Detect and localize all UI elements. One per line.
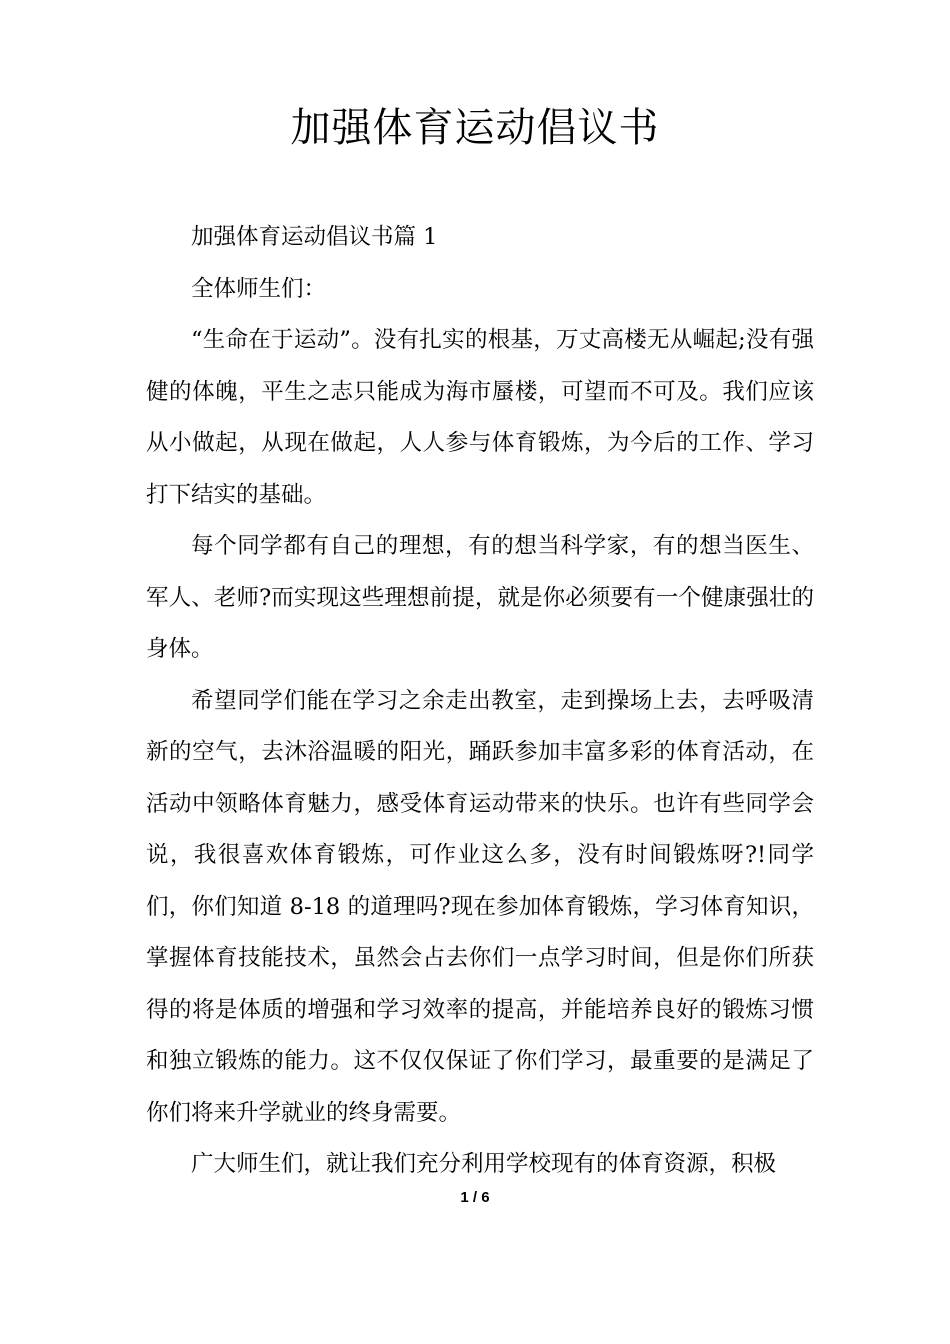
document-title: 加强体育运动倡议书 [290, 105, 660, 151]
paragraph-3: 希望同学们能在学习之余走出教室，走到操场上去，去呼吸清新的空气，去沐浴温暖的阳光，踊跃参加丰富多彩的体育活动，在活动中领略体育魅力，感受体育运动带来的快乐。也许有些同学会说，我很喜欢体育锻炼，可作业这么多，没有时间锻炼呀?!同学们，你们知道 8-18 的道理吗?现在参加体育锻炼，学习体育知识，掌握体育技能技术，虽然会占去你们一点学习时间，但是你们所获得的将是体质的增强和学习效率的提高，并能培养良好的锻炼习惯和独立锻炼的能力。这不仅仅保证了你们学习，最重要的是满足了你们将来升学就业的终身需要。 [146, 687, 814, 1126]
page-number: 1 / 6 [460, 1189, 490, 1206]
paragraph-1: “生命在于运动”。没有扎实的根基，万丈高楼无从崛起;没有强健的体魄，平生之志只能成为海市蜃楼，可望而不可及。我们应该从小做起，从现在做起，人人参与体育锻炼，为今后的工作、学习打下结实的基础。 [146, 327, 814, 508]
paragraph-2: 每个同学都有自己的理想，有的想当科学家，有的想当医生、军人、老师?而实现这些理想前提，就是你必须要有一个健康强壮的身体。 [146, 533, 814, 662]
section-heading: 加强体育运动倡议书篇 1 [191, 224, 438, 250]
salutation: 全体师生们： [191, 275, 327, 302]
paragraph-4: 广大师生们，就让我们充分利用学校现有的体育资源，积极 [191, 1151, 777, 1177]
document-body [146, 212, 814, 1191]
